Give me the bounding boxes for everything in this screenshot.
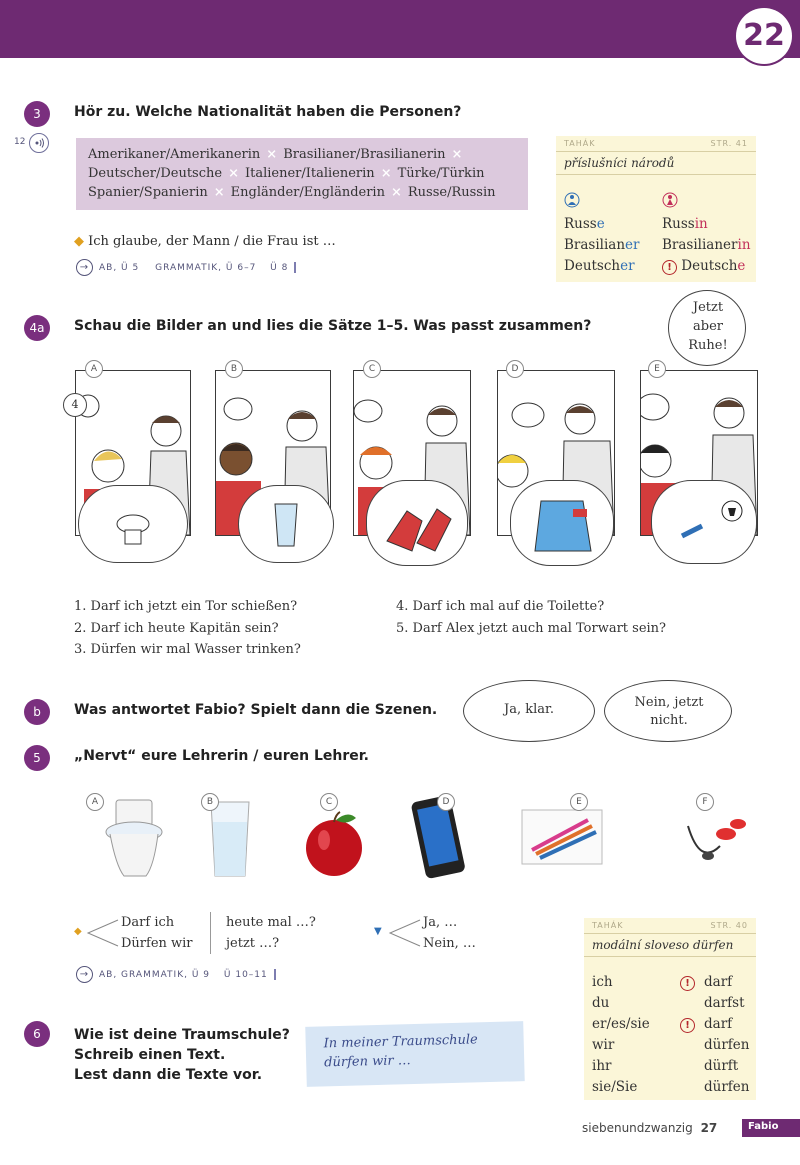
sentence-3: 3. Dürfen wir mal Wasser trinken? — [74, 642, 301, 657]
arrow-right-icon: → — [76, 966, 93, 983]
pronoun-1: ich — [592, 974, 613, 990]
nationalities-line-2: Deutscher/Deutsche × Italiener/Italienerin × Türke/Türkin — [88, 166, 485, 181]
form-3: darf — [704, 1016, 733, 1032]
item-letter-b: B — [201, 793, 219, 811]
tahak-2-subtitle: modální sloveso dürfen — [584, 934, 756, 957]
pattern-mid-2: jetzt …? — [226, 936, 280, 951]
sentence-4: 4. Darf ich mal auf die Toilette? — [396, 599, 605, 614]
item-letter-e: E — [570, 793, 588, 811]
nationalities-line-1: Amerikaner/Amerikanerin × Brasilianer/Brasilianerin × — [88, 147, 463, 162]
sentence-2: 2. Darf ich heute Kapitän sein? — [74, 621, 279, 636]
branch-left-icon — [86, 916, 120, 954]
pronoun-5: ihr — [592, 1058, 612, 1074]
panel-letter-c: C — [363, 360, 381, 378]
female-row-2: Brasilianerin — [662, 237, 751, 253]
pattern-a-1: Ja, … — [423, 915, 458, 930]
pattern-divider — [210, 912, 211, 954]
female-row-3: ! Deutsche — [662, 258, 745, 275]
thought-goal — [651, 480, 757, 564]
form-6: dürfen — [704, 1079, 750, 1095]
apple-image — [300, 810, 370, 882]
earphones-image — [680, 806, 750, 876]
task-number-3: 3 — [24, 101, 50, 127]
tahak-nationalities: TAHÁK STR. 41 příslušníci národů Russe Brasilianer Deutscher Russin Brasilianerin ! Deutsche — [556, 136, 756, 282]
item-letter-d: D — [437, 793, 455, 811]
pattern-a-2: Nein, … — [423, 936, 476, 951]
form-5: dürft — [704, 1058, 739, 1074]
panel-letter-a: A — [85, 360, 103, 378]
male-row-1: Russe — [564, 216, 605, 232]
pattern-mid-1: heute mal …? — [226, 915, 316, 930]
arrow-right-icon: → — [76, 259, 93, 276]
shout-bubble: Jetzt aber Ruhe! — [668, 290, 746, 366]
thought-toilet — [78, 485, 188, 563]
reference-links-5[interactable]: → AB, GRAMMATIK, Ü 9 Ü 10–11 — [76, 966, 276, 983]
pronoun-6: sie/Sie — [592, 1079, 638, 1095]
header-bar — [0, 0, 800, 58]
panel-letter-e: E — [648, 360, 666, 378]
task-number-4a: 4a — [24, 315, 50, 341]
example-phrase: ◆ Ich glaube, der Mann / die Frau ist … — [74, 234, 336, 249]
reference-links-3[interactable]: → AB, Ü 5 GRAMMATIK, Ü 6–7 Ü 8 — [76, 259, 296, 276]
glass-image — [205, 800, 255, 884]
pronoun-2: du — [592, 995, 610, 1011]
item-letter-a: A — [86, 793, 104, 811]
diamond-icon: ◆ — [74, 926, 82, 937]
thought-water — [238, 485, 334, 563]
panel-letter-b: B — [225, 360, 243, 378]
speech-bubble-yes: Ja, klar. — [463, 680, 595, 742]
panel-letter-d: D — [506, 360, 524, 378]
male-row-2: Brasilianer — [564, 237, 640, 253]
tahak-1-subtitle: příslušníci národů — [556, 152, 756, 175]
task-3-title: Hör zu. Welche Nationalität haben die Personen? — [74, 104, 462, 120]
male-icon — [564, 191, 580, 213]
sentence-5: 5. Darf Alex jetzt auch mal Torwart sein? — [396, 621, 667, 636]
sentence-1: 1. Darf ich jetzt ein Tor schießen? — [74, 599, 298, 614]
pattern-q-2: Dürfen wir — [121, 936, 193, 951]
male-row-3: Deutscher — [564, 258, 635, 274]
pronoun-3: er/es/sie — [592, 1016, 650, 1032]
speech-bubble-no: Nein, jetzt nicht. — [604, 680, 732, 742]
form-2: darfst — [704, 995, 745, 1011]
female-icon — [662, 191, 678, 213]
unit-number: 22 — [736, 8, 792, 64]
page-footer: siebenundzwanzig 27 — [582, 1121, 718, 1135]
diamond-icon: ◆ — [74, 234, 84, 249]
thought-captain — [510, 480, 614, 566]
sticky-note: In meiner Traumschule dürfen wir … — [305, 1021, 524, 1087]
form-4: dürfen — [704, 1037, 750, 1053]
task-4a-title: Schau die Bilder an und lies die Sätze 1–5. Was passt zusammen? — [74, 318, 592, 334]
warning-icon: ! — [680, 1018, 695, 1033]
task-5-title: „Nervt“ eure Lehrerin / euren Lehrer. — [74, 748, 369, 764]
nationalities-box — [76, 138, 528, 210]
nationalities-line-3: Spanier/Spanierin × Engländer/Engländerin × Russe/Russin — [88, 185, 496, 200]
warning-icon: ! — [662, 260, 677, 275]
warning-icon: ! — [680, 976, 695, 991]
audio-track-number: 12 — [14, 137, 26, 147]
pattern-q-1: Darf ich — [121, 915, 175, 930]
female-row-1: Russin — [662, 216, 708, 232]
example-answer-bubble: 4 — [63, 393, 87, 417]
task-number-5: 5 — [24, 745, 50, 771]
task-number-4b: b — [24, 699, 50, 725]
chapter-tag: Fabio — [742, 1119, 800, 1137]
form-1: darf — [704, 974, 733, 990]
item-letter-c: C — [320, 793, 338, 811]
tahak-duerfen: TAHÁK STR. 40 modální sloveso dürfen ich du er/es/sie wir ihr sie/Sie ! ! darf darfst darf dürfen dürft dürfen — [584, 918, 756, 1100]
thought-gloves — [366, 480, 468, 566]
task-number-6: 6 — [24, 1021, 50, 1047]
audio-icon[interactable] — [29, 133, 49, 153]
triangle-icon: ▼ — [374, 926, 382, 937]
task-6-text: Wie ist deine Traumschule? Schreib einen Text. Lest dann die Texte vor. — [74, 1027, 290, 1083]
pens-image — [518, 806, 608, 872]
pronoun-4: wir — [592, 1037, 615, 1053]
task-4b-title: Was antwortet Fabio? Spielt dann die Szenen. — [74, 702, 438, 718]
toilet-image — [96, 796, 166, 886]
branch-right-icon — [388, 916, 422, 954]
item-letter-f: F — [696, 793, 714, 811]
